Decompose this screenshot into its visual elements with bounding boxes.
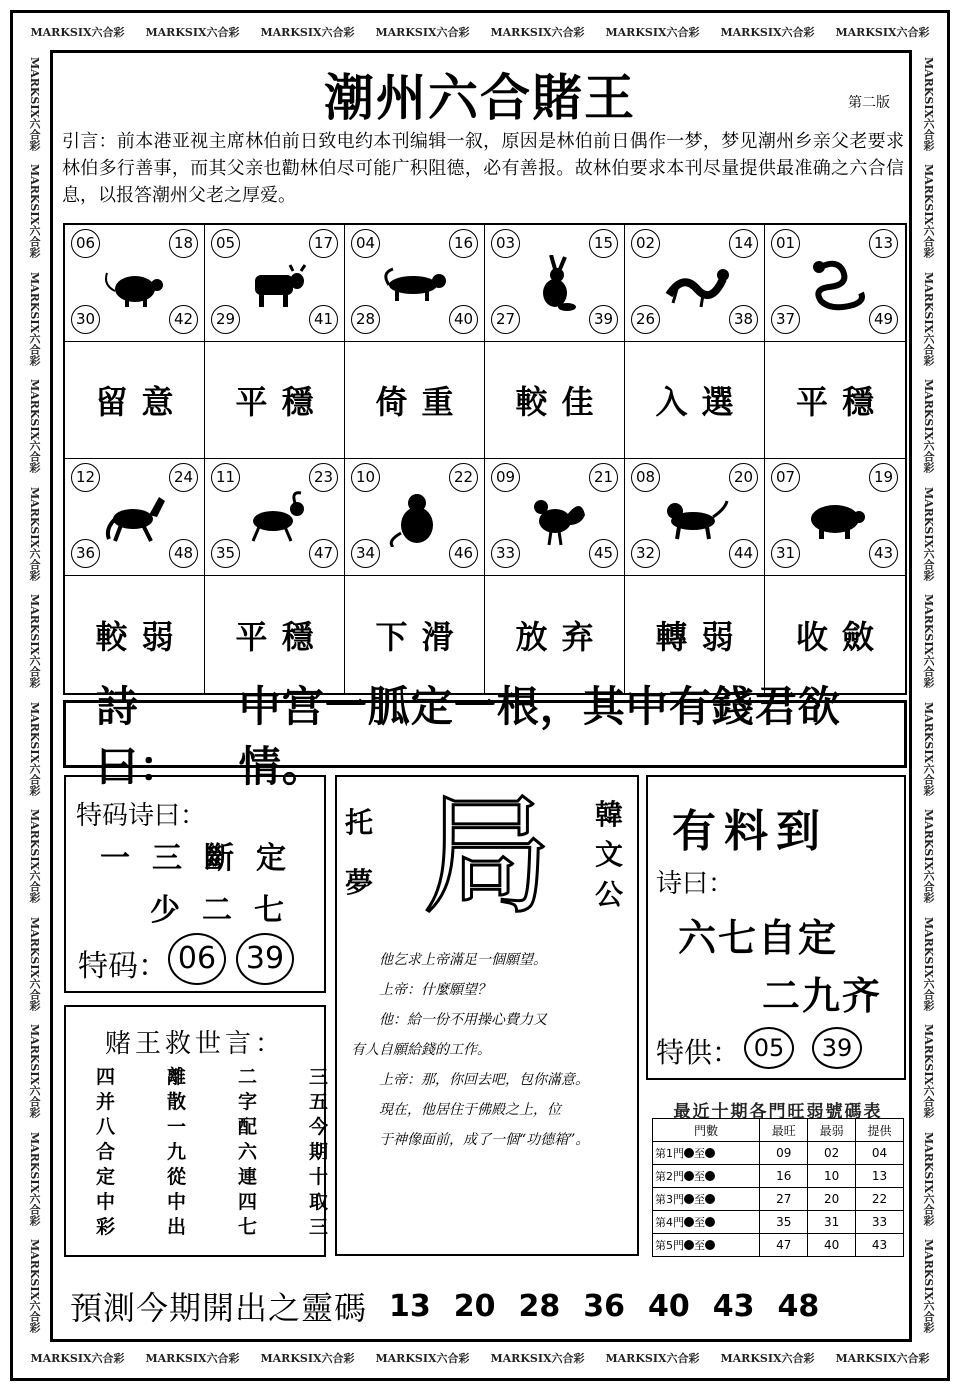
stats-header-cell: 最弱	[808, 1119, 856, 1142]
watermark-text: MARKSIX六合彩	[28, 1024, 41, 1119]
zodiac-number: 20	[729, 463, 758, 492]
save-world-columns	[96, 1067, 328, 1237]
rat-icon	[103, 255, 169, 313]
you-liao-title: 有料到	[672, 806, 828, 857]
dream-story-line: 于神像面前，成了一個“功德箱”。	[379, 1132, 590, 1148]
zodiac-number: 08	[631, 463, 660, 492]
zodiac-word: 平穩	[235, 383, 328, 421]
zodiac-number: 39	[589, 305, 618, 334]
zodiac-number: 06	[71, 229, 100, 258]
zodiac-number: 21	[589, 463, 618, 492]
save-world-column	[167, 1067, 186, 1237]
watermark-text: MARKSIX六合彩	[922, 271, 935, 366]
zodiac-number: 13	[869, 229, 898, 258]
stats-range: 至	[694, 1147, 705, 1160]
dragon-icon	[663, 255, 729, 313]
zodiac-number: 15	[589, 229, 618, 258]
watermark-text: MARKSIX六合彩	[28, 56, 41, 151]
zodiac-number: 33	[491, 539, 520, 568]
zodiac-number: 29	[211, 305, 240, 334]
save-world-char: 期	[308, 1141, 328, 1163]
zodiac-number: 04	[351, 229, 380, 258]
zodiac-word-cell	[485, 342, 625, 459]
dream-vertical-char: 文	[595, 838, 624, 871]
watermark-text: MARKSIX六合彩	[28, 809, 41, 904]
stats-min-cell: 20	[808, 1188, 856, 1211]
stats-offer-cell: 04	[856, 1142, 904, 1165]
zodiac-word: 下滑	[375, 617, 468, 656]
dream-box	[335, 775, 639, 1256]
save-world-char: 散	[166, 1091, 186, 1113]
save-world-char: 三	[308, 1216, 328, 1238]
watermark-text: MARKSIX六合彩	[922, 1131, 935, 1226]
stats-gate-cell	[653, 1234, 760, 1257]
zodiac-word: 平穩	[795, 383, 888, 421]
stats-row	[653, 1234, 904, 1257]
zodiac-number: 31	[771, 539, 800, 568]
save-world-char: 配	[237, 1116, 257, 1138]
stats-min-cell: 31	[808, 1211, 856, 1234]
ball-icon	[705, 1171, 715, 1181]
special-code-label: 特码：	[78, 949, 168, 984]
save-world-char: 十	[308, 1166, 328, 1188]
zodiac-number: 07	[771, 463, 800, 492]
ball-icon	[705, 1240, 715, 1250]
watermark-text: MARKSIX六合彩	[720, 1352, 815, 1365]
zodiac-cell	[345, 459, 485, 576]
stats-max-cell: 47	[760, 1234, 808, 1257]
save-world-char: 四	[237, 1191, 257, 1213]
stats-gate-cell	[653, 1142, 760, 1165]
save-world-char: 合	[96, 1141, 116, 1163]
snake-icon	[803, 255, 869, 313]
stats-row	[653, 1142, 904, 1165]
save-world-char: 七	[237, 1216, 257, 1238]
save-world-char: 八	[96, 1116, 116, 1138]
stats-range: 至	[694, 1216, 705, 1229]
zodiac-cell	[625, 225, 765, 342]
watermark-text: MARKSIX六合彩	[28, 701, 41, 796]
zodiac-word: 較弱	[95, 617, 188, 656]
stats-gate-label: 第5門	[655, 1239, 684, 1252]
stats-gate-label: 第1門	[655, 1147, 684, 1160]
dream-story-line: 上帝：那，你回去吧，包你滿意。	[379, 1072, 589, 1088]
stats-offer-cell: 13	[856, 1165, 904, 1188]
dream-vertical-char: 韓	[595, 798, 624, 831]
watermark-text: MARKSIX六合彩	[375, 1352, 470, 1365]
save-world-char: 從	[166, 1166, 186, 1188]
save-world-char: 五	[308, 1091, 328, 1113]
watermark-text: MARKSIX六合彩	[922, 594, 935, 689]
stats-header-row	[653, 1119, 904, 1142]
stats-gate-label: 第3門	[655, 1193, 684, 1206]
watermark-top	[20, 18, 940, 46]
stats-max-cell: 35	[760, 1211, 808, 1234]
zodiac-number: 14	[729, 229, 758, 258]
watermark-text: MARKSIX六合彩	[922, 916, 935, 1011]
save-world-char: 三	[308, 1066, 328, 1088]
zodiac-number: 09	[491, 463, 520, 492]
watermark-text: MARKSIX六合彩	[30, 1352, 125, 1365]
zodiac-cell	[765, 225, 905, 342]
stats-range: 至	[694, 1170, 705, 1183]
zodiac-cell	[65, 225, 205, 342]
save-world-title: 赌王救世言：	[104, 1029, 285, 1059]
watermark-text: MARKSIX六合彩	[28, 379, 41, 474]
save-world-char: 今	[308, 1116, 328, 1138]
zodiac-number: 22	[449, 463, 478, 492]
edition-label: 第二版	[848, 95, 890, 111]
stats-range: 至	[694, 1193, 705, 1206]
save-world-char: 取	[308, 1191, 328, 1213]
watermark-text: MARKSIX六合彩	[260, 1352, 355, 1365]
zodiac-number: 01	[771, 229, 800, 258]
tiger-icon	[383, 255, 449, 313]
save-world-column	[238, 1067, 257, 1237]
prediction-number: 48	[777, 1288, 820, 1324]
stats-header-cell: 提供	[856, 1119, 904, 1142]
ball-icon	[705, 1148, 715, 1158]
dream-story	[351, 945, 629, 1155]
zodiac-cell	[485, 459, 625, 576]
ball-icon	[684, 1171, 694, 1181]
watermark-text: MARKSIX六合彩	[922, 164, 935, 259]
dream-vertical-char: 公	[595, 878, 624, 911]
stats-table	[652, 1118, 904, 1257]
save-world-char: 出	[166, 1216, 186, 1238]
dream-story-line: 有人自願給錢的工作。	[351, 1042, 491, 1058]
watermark-text: MARKSIX六合彩	[28, 164, 41, 259]
zodiac-number: 40	[449, 305, 478, 334]
stats-min-cell: 02	[808, 1142, 856, 1165]
zodiac-cell	[205, 459, 345, 576]
stats-gate-cell	[653, 1211, 760, 1234]
watermark-text: MARKSIX六合彩	[922, 701, 935, 796]
page-title: 潮州六合賭王	[324, 68, 636, 127]
zodiac-word-cell	[345, 342, 485, 459]
dream-story-line: 他乞求上帝滿足一個願望。	[379, 952, 547, 968]
save-world-char: 六	[237, 1141, 257, 1163]
prediction-number: 36	[583, 1288, 626, 1324]
rabbit-icon	[523, 255, 589, 313]
watermark-text: MARKSIX六合彩	[720, 26, 815, 39]
zodiac-number: 41	[309, 305, 338, 334]
special-code-2: 39	[236, 933, 294, 985]
zodiac-number: 24	[169, 463, 198, 492]
zodiac-word: 放弃	[515, 617, 608, 656]
prediction-bar	[70, 1282, 900, 1330]
save-world-char: 中	[166, 1191, 186, 1213]
zodiac-cell	[205, 225, 345, 342]
stats-gate-label: 第2門	[655, 1170, 684, 1183]
zodiac-word: 較佳	[515, 383, 608, 421]
stats-offer-cell: 43	[856, 1234, 904, 1257]
watermark-text: MARKSIX六合彩	[28, 594, 41, 689]
zodiac-number: 10	[351, 463, 380, 492]
watermark-left	[20, 50, 48, 1340]
prediction-number: 20	[453, 1288, 496, 1324]
watermark-text: MARKSIX六合彩	[922, 486, 935, 581]
watermark-text: MARKSIX六合彩	[605, 26, 700, 39]
zodiac-cell	[485, 225, 625, 342]
prediction-number: 28	[518, 1288, 561, 1324]
monkey-icon	[383, 489, 449, 547]
prediction-number: 13	[389, 1288, 431, 1324]
ball-icon	[684, 1194, 694, 1204]
stats-offer-cell: 33	[856, 1211, 904, 1234]
goat-icon	[243, 489, 309, 547]
zodiac-number: 34	[351, 539, 380, 568]
zodiac-cell	[345, 225, 485, 342]
watermark-bottom	[20, 1344, 940, 1372]
ball-icon	[684, 1240, 694, 1250]
rooster-icon	[523, 489, 589, 547]
horse-icon	[103, 489, 169, 547]
save-world-char: 九	[166, 1141, 186, 1163]
you-liao-code-2: 39	[812, 1027, 862, 1069]
save-world-char: 二	[237, 1066, 257, 1088]
special-poem-box	[64, 775, 326, 993]
poem-label: 詩曰：	[96, 682, 183, 791]
zodiac-number: 46	[449, 539, 478, 568]
zodiac-number: 02	[631, 229, 660, 258]
zodiac-number: 45	[589, 539, 618, 568]
stats-row	[653, 1188, 904, 1211]
zodiac-number: 18	[169, 229, 198, 258]
watermark-text: MARKSIX六合彩	[28, 486, 41, 581]
zodiac-number: 19	[869, 463, 898, 492]
zodiac-word: 倚重	[375, 383, 468, 421]
zodiac-cell	[625, 459, 765, 576]
you-liao-code-1: 05	[744, 1027, 794, 1069]
zodiac-number: 05	[211, 229, 240, 258]
zodiac-number: 38	[729, 305, 758, 334]
save-world-char: 并	[96, 1091, 116, 1113]
zodiac-number: 35	[211, 539, 240, 568]
special-poem-line1: 一三斷定	[100, 841, 308, 876]
zodiac-word-cell	[65, 342, 205, 459]
zodiac-number: 48	[169, 539, 198, 568]
stats-gate-cell	[653, 1188, 760, 1211]
watermark-text: MARKSIX六合彩	[28, 916, 41, 1011]
zodiac-cell	[765, 459, 905, 576]
special-code-1: 06	[168, 933, 226, 985]
stats-gate-cell	[653, 1165, 760, 1188]
dream-story-line: 上帝：什麼願望？	[379, 982, 491, 998]
poem-text: 中宫一胍定一根，其中有錢君欲情。	[238, 682, 841, 791]
zodiac-number: 28	[351, 305, 380, 334]
watermark-text: MARKSIX六合彩	[28, 271, 41, 366]
zodiac-number: 23	[309, 463, 338, 492]
zodiac-number: 47	[309, 539, 338, 568]
zodiac-cell	[65, 459, 205, 576]
zodiac-word: 平穩	[235, 617, 328, 656]
watermark-text: MARKSIX六合彩	[922, 56, 935, 151]
zodiac-number: 49	[869, 305, 898, 334]
dream-left-vertical	[345, 803, 373, 903]
watermark-text: MARKSIX六合彩	[922, 1024, 935, 1119]
zodiac-number: 26	[631, 305, 660, 334]
ball-icon	[684, 1217, 694, 1227]
watermark-text: MARKSIX六合彩	[835, 26, 930, 39]
watermark-text: MARKSIX六合彩	[28, 1131, 41, 1226]
you-liao-label: 诗曰：	[656, 869, 735, 899]
watermark-text: MARKSIX六合彩	[922, 809, 935, 904]
zodiac-word: 收斂	[795, 617, 888, 656]
zodiac-number: 27	[491, 305, 520, 334]
prediction-number: 43	[712, 1288, 755, 1324]
dream-story-line: 他：給一份不用操心費力又	[379, 1012, 547, 1028]
watermark-text: MARKSIX六合彩	[490, 1352, 585, 1365]
zodiac-word-cell	[765, 342, 905, 459]
ju-char-text: 局	[421, 789, 553, 919]
watermark-text: MARKSIX六合彩	[922, 1239, 935, 1334]
stats-row	[653, 1211, 904, 1234]
stats-gate-label: 第4門	[655, 1216, 684, 1229]
special-poem-title: 特码诗曰：	[76, 801, 207, 831]
pig-icon	[803, 489, 869, 547]
ball-icon	[705, 1217, 715, 1227]
zodiac-number: 44	[729, 539, 758, 568]
intro-text: 引言：前本港亚视主席林伯前日致电约本刊编辑一叙，原因是林伯前日偶作一梦，梦见潮州乡亲父老要求林伯多行善事，而其父亲也勸林伯尽可能广积阻德，必有善报。故林伯要求本刊尽量提供最准确之六合信息，以报答潮州父老之厚爱。	[62, 131, 904, 206]
zodiac-number: 36	[71, 539, 100, 568]
save-world-column	[309, 1067, 328, 1237]
stats-max-cell: 09	[760, 1142, 808, 1165]
zodiac-word: 轉弱	[655, 617, 748, 656]
zodiac-number: 32	[631, 539, 660, 568]
watermark-text: MARKSIX六合彩	[145, 1352, 240, 1365]
save-world-char: 中	[96, 1191, 116, 1213]
you-liao-line2: 二九齐	[762, 974, 883, 1018]
save-world-char: 四	[96, 1066, 116, 1088]
dog-icon	[663, 489, 729, 547]
save-world-char: 彩	[96, 1216, 116, 1238]
stats-offer-cell: 22	[856, 1188, 904, 1211]
stats-range: 至	[694, 1239, 705, 1252]
zodiac-grid	[63, 223, 907, 695]
stats-max-cell: 16	[760, 1165, 808, 1188]
zodiac-word-cell	[625, 342, 765, 459]
stats-row	[653, 1165, 904, 1188]
dream-vertical-char: 夢	[345, 866, 374, 899]
stats-min-cell: 40	[808, 1234, 856, 1257]
watermark-text: MARKSIX六合彩	[835, 1352, 930, 1365]
ju-outline-char	[417, 789, 557, 919]
zodiac-number: 03	[491, 229, 520, 258]
zodiac-number: 12	[71, 463, 100, 492]
watermark-text: MARKSIX六合彩	[490, 26, 585, 39]
you-liao-code-label: 特供：	[656, 1036, 741, 1069]
save-world-char: 定	[96, 1166, 116, 1188]
watermark-text: MARKSIX六合彩	[145, 26, 240, 39]
watermark-text: MARKSIX六合彩	[922, 379, 935, 474]
stats-min-cell: 10	[808, 1165, 856, 1188]
zodiac-number: 11	[211, 463, 240, 492]
stats-header-cell: 最旺	[760, 1119, 808, 1142]
watermark-text: MARKSIX六合彩	[28, 1239, 41, 1334]
ball-icon	[705, 1194, 715, 1204]
zodiac-number: 43	[869, 539, 898, 568]
zodiac-number: 30	[71, 305, 100, 334]
prediction-label: 預測今期開出之靈碼	[70, 1289, 368, 1327]
zodiac-number: 17	[309, 229, 338, 258]
zodiac-word: 入選	[655, 383, 748, 421]
ox-icon	[243, 255, 309, 313]
zodiac-number: 42	[169, 305, 198, 334]
save-world-char: 字	[237, 1091, 257, 1113]
zodiac-number: 37	[771, 305, 800, 334]
save-world-char: 離	[166, 1066, 186, 1088]
stats-max-cell: 27	[760, 1188, 808, 1211]
prediction-number: 40	[648, 1288, 690, 1324]
save-world-column	[96, 1067, 115, 1237]
watermark-right	[914, 50, 942, 1340]
watermark-text: MARKSIX六合彩	[605, 1352, 700, 1365]
ball-icon	[684, 1148, 694, 1158]
special-poem-line2: 少二七	[150, 893, 306, 928]
zodiac-word-cell	[205, 342, 345, 459]
save-world-box	[64, 1005, 326, 1257]
watermark-text: MARKSIX六合彩	[375, 26, 470, 39]
watermark-text: MARKSIX六合彩	[260, 26, 355, 39]
poem-bar	[63, 682, 907, 791]
stats-table-title: 最近十期各門旺弱號碼表	[673, 1102, 883, 1122]
watermark-text: MARKSIX六合彩	[30, 26, 125, 39]
stats-header-cell: 門數	[653, 1119, 760, 1142]
zodiac-number: 16	[449, 229, 478, 258]
you-liao-box	[646, 775, 906, 1080]
you-liao-line1: 六七自定	[678, 916, 839, 960]
dream-vertical-char: 托	[345, 806, 374, 839]
dream-story-line: 現在，他居住于佛殿之上，位	[379, 1102, 561, 1118]
zodiac-word: 留意	[95, 383, 188, 421]
dream-right-vertical	[595, 795, 623, 915]
save-world-char: 一	[166, 1116, 186, 1138]
save-world-char: 連	[237, 1166, 257, 1188]
